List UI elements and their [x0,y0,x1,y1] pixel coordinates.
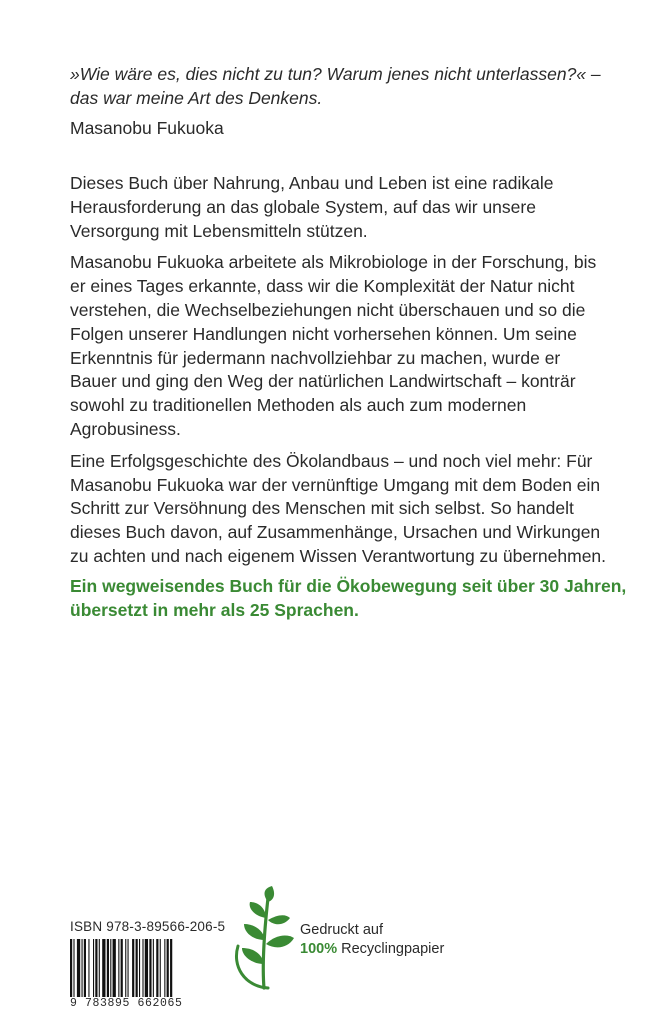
recycling-line-2 [300,940,444,959]
promo-text: Ein wegweisendes Buch für die Ökobewegung seit über 30 Jahren, übersetzt in mehr als 25 Sprachen. [70,576,627,620]
barcode-digits: 9 783895 662065 [70,997,183,1010]
blurb [70,172,610,577]
plant-sprout-icon [224,884,304,994]
blurb-paragraph-1: Dieses Buch über Nahrung, Anbau und Leben ist eine radikale Herausforderung an das globale System, auf das wir unsere Versorgung mit Lebensmitteln stützen. [70,173,554,241]
recycling-paper-label: Recyclingpapier [337,941,445,957]
recycling-percent: 100% [300,941,338,957]
epigraph-author: Masanobu Fukuoka [70,118,224,138]
recycling-note [300,921,444,959]
blurb-paragraph-3: Eine Erfolgsgeschichte des Ökolandbaus – und noch viel mehr: Für Masanobu Fukuoka war der vernünftige Umgang mit dem Boden ein Schritt zur Versöhnung des Menschen mit sich selbst. So handelt dieses Buch davon, auf Zusammenhänge, Ursachen und Wirkungen zu achten und nach eigenem Wissen Verantwortung zu übernehmen. [70,450,607,566]
barcode [70,939,212,999]
blurb-paragraph-2: Masanobu Fukuoka arbeitete als Mikrobiologe in der Forschung, bis er eines Tages erkannte, dass wir die Komplexität der Natur nicht verstehen, die Wechselbeziehungen nicht überschauen und so die Folgen unserer Handlungen nicht vorhersehen können. Um seine Erkenntnis für jedermann nachvollziehbar zu machen, wurde er Bauer und ging den Weg der natürlichen Landwirtschaft – konträr sowohl zu traditionellen Methoden als auch zum modernen Agrobusiness. [70,252,597,439]
recycling-line-1: Gedruckt auf [300,922,384,938]
epigraph-quote: »Wie wäre es, dies nicht zu tun? Warum jenes nicht unterlassen?« – das war meine Art des Denkens. [70,64,601,108]
isbn-label: ISBN 978-3-89566-206-5 [70,919,226,934]
